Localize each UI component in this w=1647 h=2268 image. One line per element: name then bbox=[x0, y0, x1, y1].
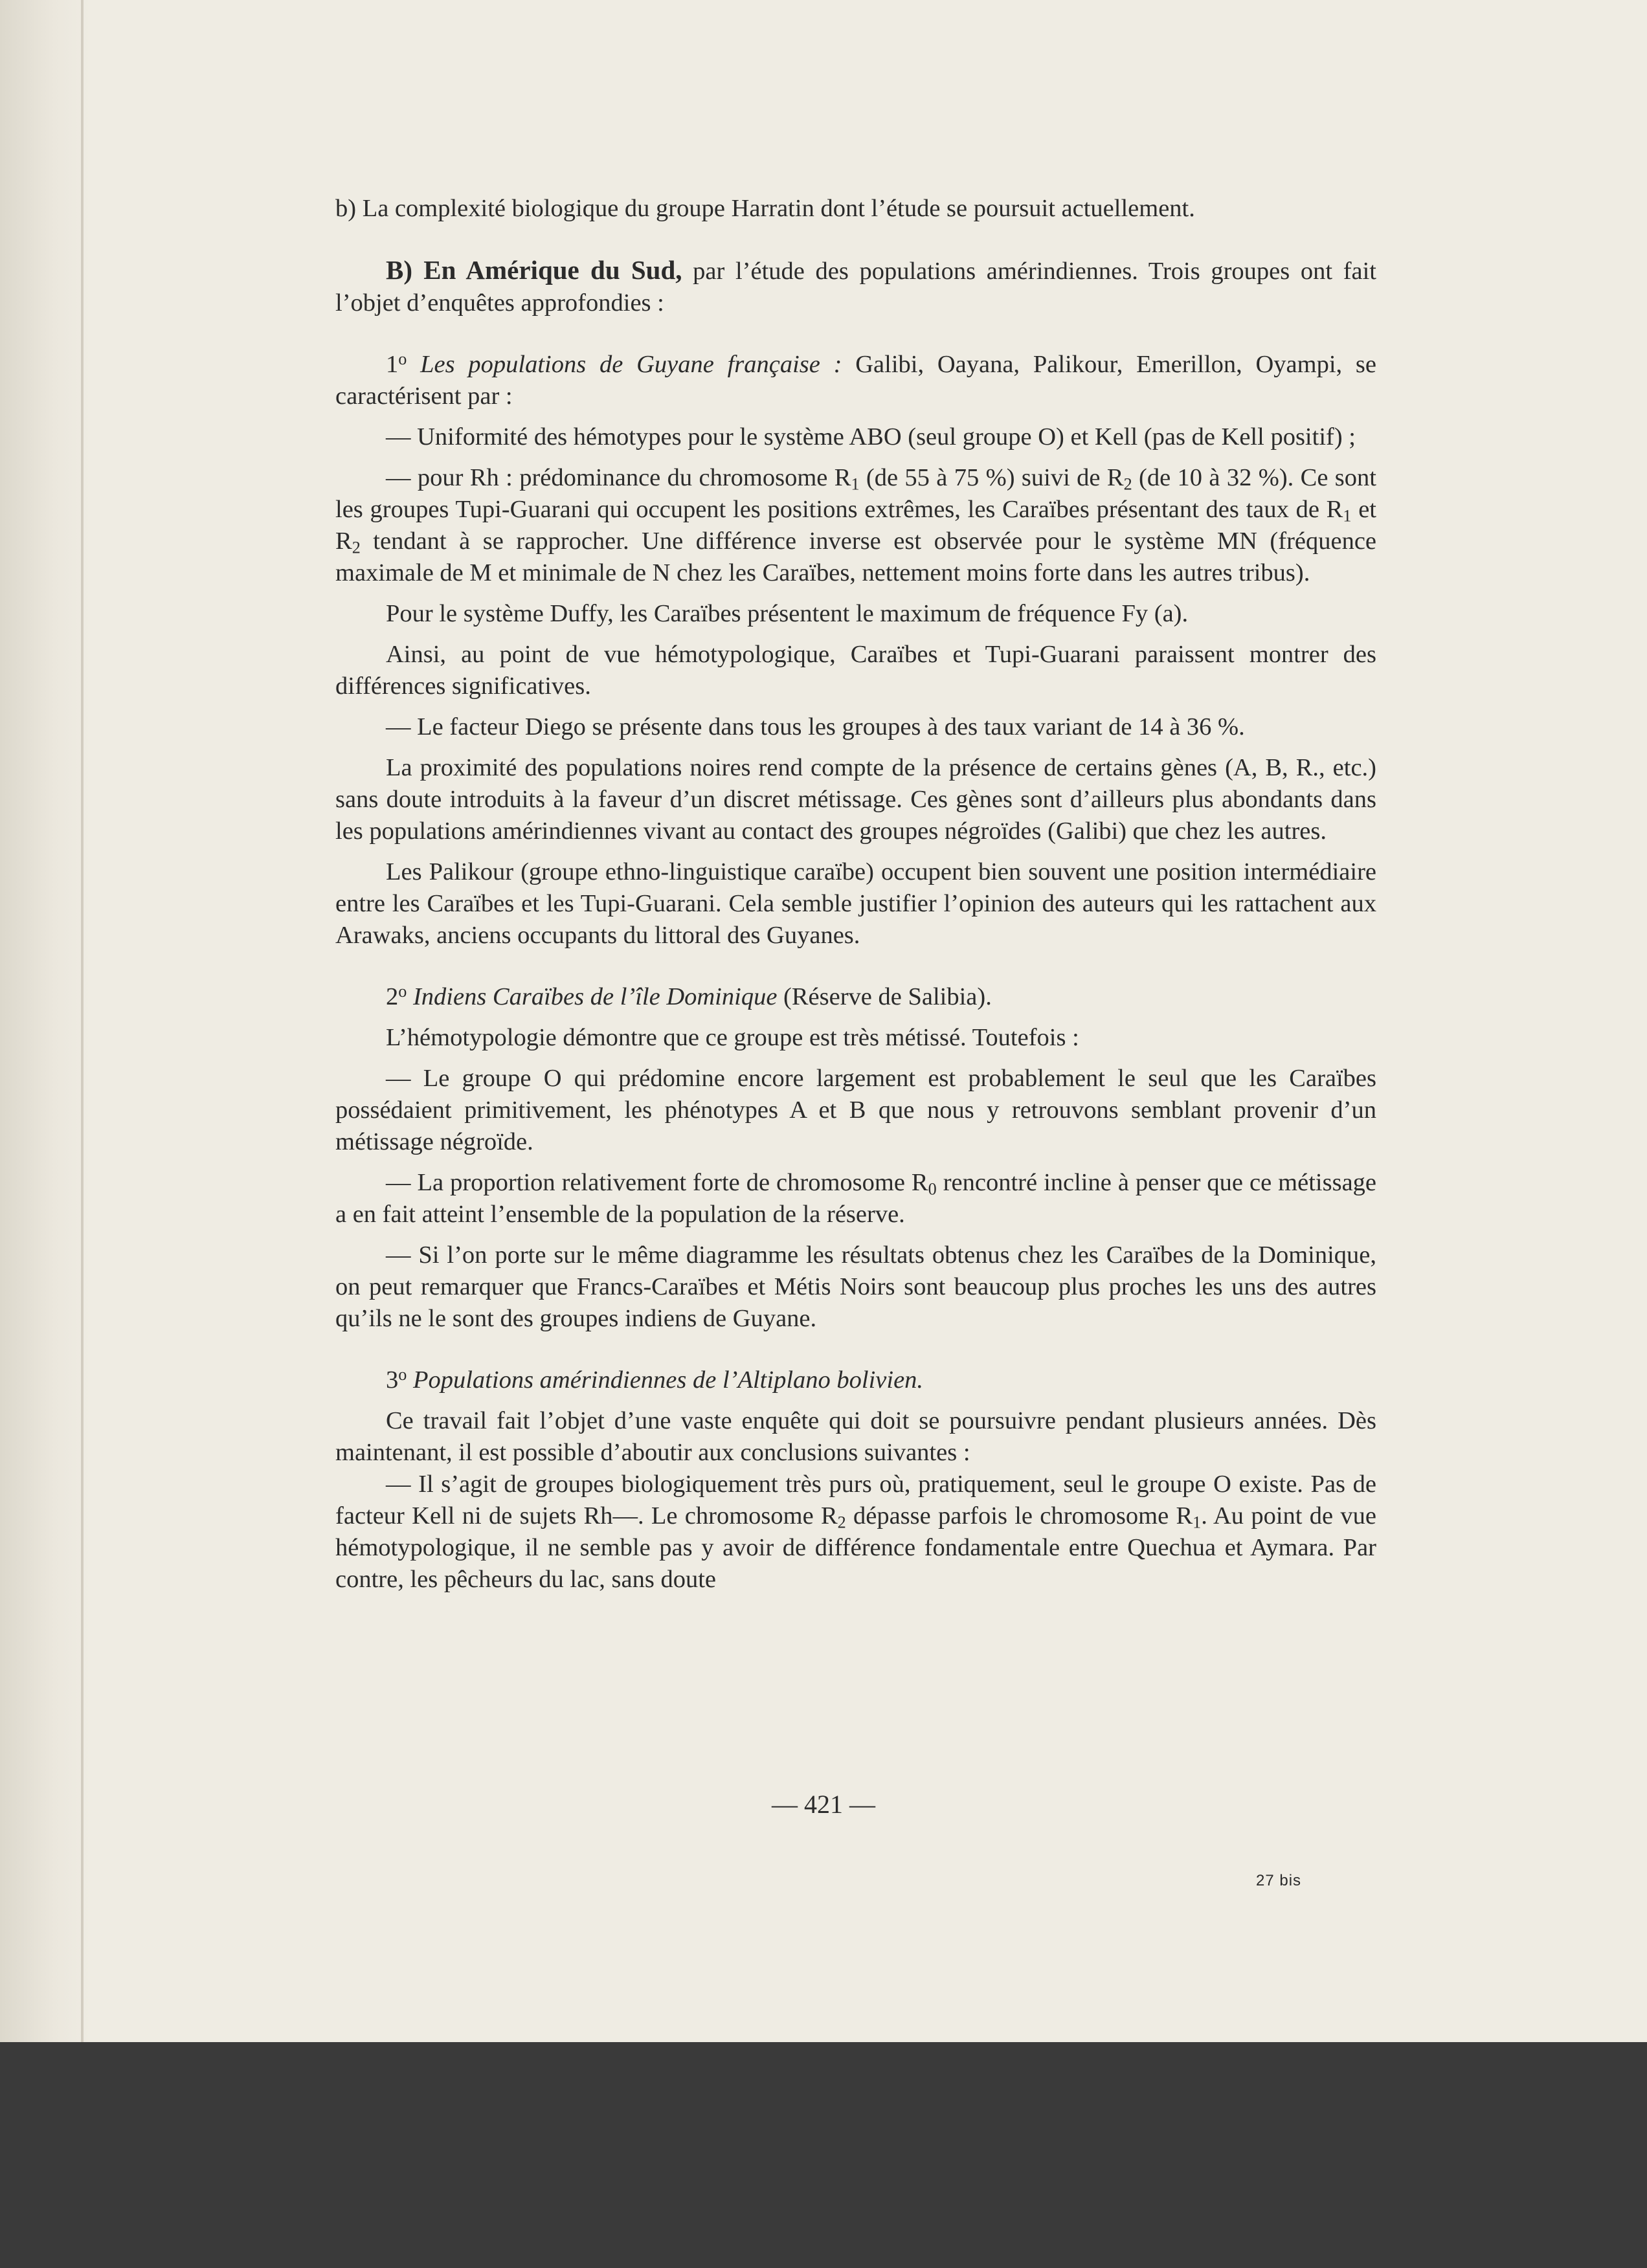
printer-sheet-mark: 27 bis bbox=[1256, 1872, 1302, 1889]
rh-text-4: et R bbox=[335, 496, 1376, 555]
page-margin-shadow bbox=[0, 0, 91, 2042]
page-number: — 421 — bbox=[772, 1790, 875, 1819]
paragraph-palikour: Les Palikour (groupe ethno-linguistique caraïbe) occupent bien souvent une position intermédiaire entre les Caraïbes et les Tupi-Guarani. Cela semble justifier l’opinion des auteurs qui les rattachent aux Arawaks, anciens occupants du littoral des Guyanes. bbox=[335, 858, 1376, 949]
paragraph-groupes-purs bbox=[335, 1469, 1376, 1595]
paragraph-r0 bbox=[335, 1167, 1376, 1230]
rh-text-3: (de 10 à 32 %). Ce sont les groupes Tupi-Guarani qui occupent les positions extrêmes, les Caraïbes présentant des taux de R bbox=[335, 464, 1376, 523]
rh-text-1: — pour Rh : prédominance du chromosome R bbox=[386, 464, 851, 491]
subsection-number: 1 bbox=[386, 351, 399, 378]
paragraph-groupe-o: — Le groupe O qui prédomine encore largement est probablement le seul que les Caraïbes possédaient primitivement, les phénotypes A et B que nous y retrouvons semblant provenir d’un métissage négroïde. bbox=[335, 1065, 1376, 1155]
degree-sign: o bbox=[398, 1365, 407, 1384]
subsection-title: Indiens Caraïbes de l’île Dominique bbox=[412, 983, 778, 1010]
subsection-text: Galibi, Oayana, Palikour, Emerillon, Oyampi, se caractérisent par : bbox=[335, 351, 1377, 410]
subsection-number: 3 bbox=[386, 1366, 399, 1394]
last-text-1: — Il s’agit de groupes biologiquement très purs où, pratiquement, seul le groupe O existe. Pas de facteur Kell ni de sujets Rh—. Le chromosome R bbox=[335, 1471, 1376, 1529]
paragraph-ainsi: Ainsi, au point de vue hémotypologique, Caraïbes et Tupi-Guarani paraissent montrer des différences significatives. bbox=[335, 641, 1376, 700]
subsection-title: Populations amérindiennes de l’Altiplano bolivien. bbox=[412, 1366, 924, 1394]
subsection-1-heading bbox=[335, 349, 1376, 412]
binding-fold bbox=[81, 0, 84, 2042]
body-text bbox=[335, 193, 1376, 1595]
paragraph-diagramme: — Si l’on porte sur le même diagramme les résultats obtenus chez les Caraïbes de la Dominique, on peut remarquer que Francs-Caraïbes et Métis Noirs sont beaucoup plus proches les uns des autres qu’ils ne le sont des groupes indiens de Guyane. bbox=[335, 1241, 1376, 1332]
subsection-title: Les populations de Guyane française : bbox=[420, 351, 842, 378]
paragraph-proximite: La proximité des populations noires rend compte de la présence de certains gènes (A, B, R., etc.) sans doute introduits à la faveur d’un discret métissage. Ces gènes sont d’ailleurs plus abondants dans les populations amérindiennes vivant au contact des groupes négroïdes (Galibi) que chez les autres. bbox=[335, 754, 1376, 845]
paragraph-diego: — Le facteur Diego se présente dans tous les groupes à des taux variant de 14 à 36 %. bbox=[386, 713, 1245, 740]
subscript: 2 bbox=[1123, 474, 1132, 494]
paragraph-travail: Ce travail fait l’objet d’une vaste enquête qui doit se poursuivre pendant plusieurs années. Dès maintenant, il est possible d’aboutir aux conclusions suivantes : bbox=[335, 1407, 1376, 1466]
paragraph-abo: — Uniformité des hémotypes pour le système ABO (seul groupe O) et Kell (pas de Kell positif) ; bbox=[386, 423, 1356, 450]
r0-text-1: — La proportion relativement forte de chromosome R bbox=[386, 1169, 928, 1196]
degree-sign: o bbox=[398, 350, 407, 369]
scan-background bbox=[0, 2042, 1647, 2268]
subscript: 1 bbox=[1343, 506, 1352, 526]
section-b-heading: B) En Amérique du Sud, bbox=[386, 255, 682, 285]
subsection-number: 2 bbox=[386, 983, 399, 1010]
subscript: 2 bbox=[352, 538, 361, 557]
rh-text-2: (de 55 à 75 %) suivi de R bbox=[859, 464, 1124, 491]
subscript: 0 bbox=[928, 1179, 937, 1199]
subsection-3-heading bbox=[335, 1364, 1376, 1396]
subsection-text: (Réserve de Salibia). bbox=[777, 983, 992, 1010]
subscript: 2 bbox=[837, 1513, 846, 1532]
subsection-2-heading bbox=[335, 981, 1376, 1013]
paragraph-duffy: Pour le système Duffy, les Caraïbes présentent le maximum de fréquence Fy (a). bbox=[386, 600, 1189, 627]
subscript: 1 bbox=[1193, 1513, 1202, 1532]
section-b-text: par l’étude des populations amérindiennes. Trois groupes ont fait l’objet d’enquêtes approfondies : bbox=[335, 258, 1377, 317]
paragraph-intro-b: b) La complexité biologique du groupe Harratin dont l’étude se poursuit actuellement. bbox=[335, 195, 1195, 222]
r0-text-2: rencontré incline à penser que ce métissage a en fait atteint l’ensemble de la population de la réserve. bbox=[335, 1169, 1376, 1228]
section-b-paragraph bbox=[335, 254, 1376, 319]
last-text-3: . Au point de vue hémotypologique, il ne semble pas y avoir de différence fondamentale entre Quechua et Aymara. Par contre, les pêcheurs du lac, sans doute bbox=[335, 1502, 1376, 1593]
subscript: 1 bbox=[851, 474, 860, 494]
last-text-2: dépasse parfois le chromosome R bbox=[846, 1502, 1193, 1529]
paragraph-rh bbox=[335, 462, 1376, 589]
rh-text-5: tendant à se rapprocher. Une différence inverse est observée pour le système MN (fréquence maximale de M et minimale de N chez les Caraïbes, nettement moins forte dans les autres tribus). bbox=[335, 528, 1376, 586]
paragraph-hemotypologie: L’hémotypologie démontre que ce groupe est très métissé. Toutefois : bbox=[386, 1024, 1079, 1051]
degree-sign: o bbox=[398, 982, 407, 1001]
